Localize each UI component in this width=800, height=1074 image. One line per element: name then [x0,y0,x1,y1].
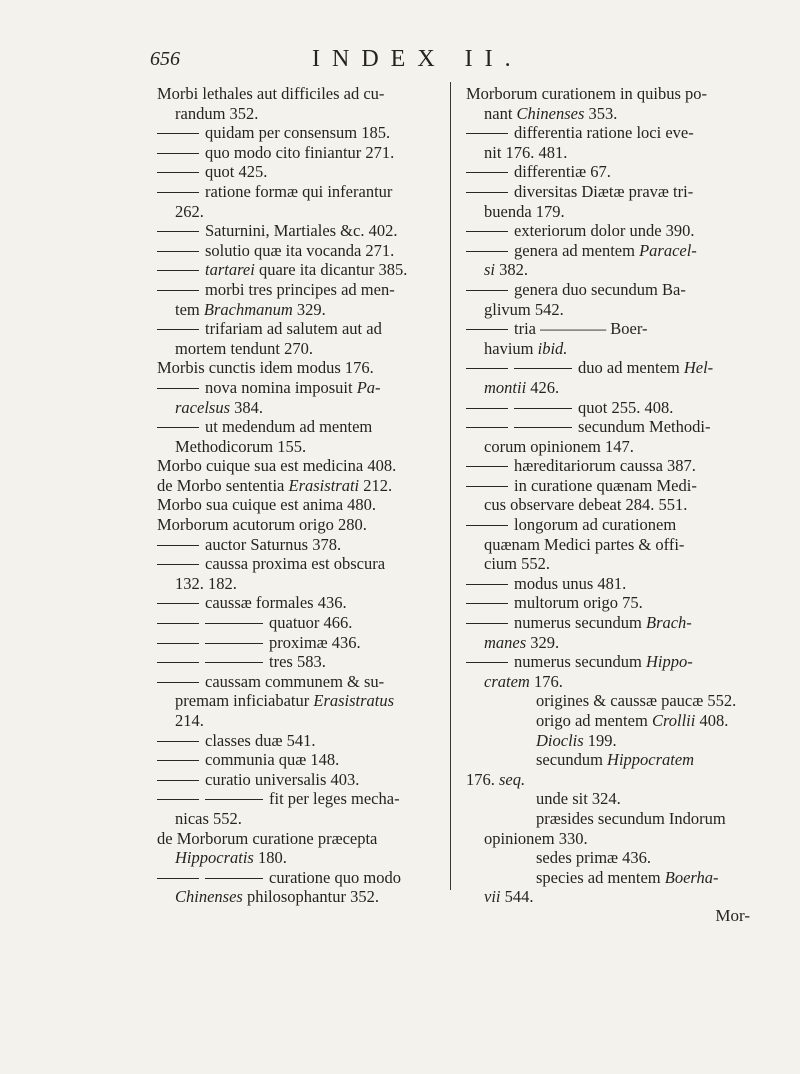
ditto-dash [466,427,508,428]
index-entry [466,868,740,888]
ditto-dash [157,133,199,134]
index-entry [466,456,740,476]
italic-name: Hel- [683,358,714,378]
entry-text: quot 255. 408. [578,397,674,417]
entry-text: randum 352. [175,103,259,123]
entry-text: quot 425. [205,162,268,182]
index-entry [466,398,740,418]
index-entry [157,554,447,574]
index-entry [466,691,740,711]
ditto-dash [157,878,199,879]
index-entry [466,417,740,437]
index-entry [157,456,447,476]
index-entry [157,633,447,653]
ditto-dash [157,564,199,565]
entry-text: genera duo secundum Ba- [514,279,686,299]
italic-name: Dioclis [536,730,584,750]
italic-name: ibid. [537,338,568,358]
entry-text: differentiæ 67. [514,162,611,182]
ditto-dash [157,780,199,781]
ditto-dash [514,368,572,369]
ditto-dash [157,603,199,604]
ditto-dash [205,662,263,663]
ditto-dash [466,192,508,193]
entry-text: numerus secundum [514,613,646,633]
entry-text: premam inficiabatur [175,691,314,711]
entry-text: buenda 179. [484,201,565,221]
ditto-dash [157,192,199,193]
entry-text: modus unus 481. [514,573,627,593]
column-divider [450,82,451,890]
entry-text: quidam per consensum 185. [205,123,391,143]
index-entry [157,162,447,182]
entry-text: Morbi lethales aut difficiles ad cu- [157,84,385,103]
entry-text: curatio universalis 403. [205,769,360,789]
ditto-dash [466,466,508,467]
ditto-dash [205,643,263,644]
ditto-dash [466,525,508,526]
index-entry [157,417,447,437]
index-entry [157,887,447,907]
italic-name: Crollii [651,711,696,730]
ditto-dash [205,878,263,879]
page-header [0,44,800,84]
right-index-column [466,84,740,907]
entry-text: Morborum acutorum origo 280. [157,515,367,535]
page-title: INDEX II. [312,46,523,72]
italic-name: Brach- [645,613,692,633]
entry-text: cium 552. [484,554,550,574]
ditto-dash [157,760,199,761]
catchword: Mor- [715,906,750,925]
index-entry [157,613,447,633]
entry-text: philosophantur 352. [242,887,379,907]
index-entry [466,672,740,692]
entry-text: auctor Saturnus 378. [205,534,342,554]
index-entry [466,221,740,241]
ditto-dash [157,388,199,389]
ditto-dash [157,270,199,271]
index-entry [466,848,740,868]
index-entry [466,633,740,653]
entry-text: havium [484,338,538,358]
index-entry [157,358,447,378]
entry-text: solutio quæ ita vocanda 271. [205,240,395,260]
entry-text: corum opinionem 147. [484,436,634,456]
index-entry [157,711,447,731]
italic-name: vii [484,887,501,907]
entry-text: glivum 542. [484,299,564,319]
index-entry [157,495,447,515]
index-entry [466,182,740,202]
entry-text: proximæ 436. [269,632,361,652]
entry-text: 180. [253,848,287,868]
index-entry [466,476,740,496]
entry-text: cus observare debeat 284. 551. [484,495,688,515]
index-entry [466,358,740,378]
index-entry [157,829,447,849]
index-entry [466,241,740,261]
entry-text: nova nomina imposuit [205,377,357,397]
entry-text: tres 583. [269,652,326,672]
index-entry [157,182,447,202]
entry-text: 132. 182. [175,573,237,593]
index-entry [157,770,447,790]
entry-text: unde sit 324. [536,789,621,809]
index-entry [466,104,740,124]
index-entry [466,495,740,515]
entry-text: differentia ratione loci eve- [514,123,694,143]
italic-name: Erasistrati [288,475,360,495]
ditto-dash [466,251,508,252]
entry-text: quænam Medici partes & offi- [484,534,685,554]
index-entry [157,104,447,124]
index-entry [466,300,740,320]
index-entry [466,731,740,751]
entry-text: numerus secundum [514,652,646,672]
index-entry [466,554,740,574]
index-entry [157,202,447,222]
index-entry [466,574,740,594]
entry-text: fit per leges mecha- [269,789,400,809]
ditto-dash [157,153,199,154]
ditto-dash [466,329,508,330]
ditto-dash [157,545,199,546]
italic-name: racelsus [175,397,230,417]
entry-text: tria ———— Boer- [514,319,648,339]
italic-name: Hippocratem [607,750,695,770]
entry-text: Methodicorum 155. [175,436,307,456]
ditto-dash [205,799,263,800]
entry-text: opinionem 330. [484,828,588,848]
index-entry [157,515,447,535]
index-entry [157,221,447,241]
entry-text: in curatione quænam Medi- [514,475,697,495]
index-entry [466,829,740,849]
ditto-dash [157,643,199,644]
index-entry [466,887,740,907]
index-entry [157,691,447,711]
italic-name: Brachmanum [203,299,293,319]
ditto-dash [466,133,508,134]
entry-text: sedes primæ 436. [536,848,652,868]
entry-text: 176. [529,671,563,691]
italic-name: Boerha- [664,867,719,887]
ditto-dash [514,427,572,428]
entry-text: origo ad mentem [536,711,652,730]
index-entry [157,123,447,143]
entry-text: 382. [495,260,529,280]
ditto-dash [466,623,508,624]
ditto-dash [157,172,199,173]
index-entry [466,202,740,222]
entry-text: de Morbo sententia [157,475,289,495]
entry-text: 176. [466,769,499,789]
italic-name: Chinenses [175,887,243,907]
ditto-dash [157,427,199,428]
entry-text: 353. [584,103,618,123]
entry-text: origines & caussæ paucæ 552. [536,691,737,711]
entry-text: Morbo cuique sua est medicina 408. [157,456,397,476]
ditto-dash [157,329,199,330]
entry-text: secundum [536,750,608,770]
entry-text: nicas 552. [175,808,242,828]
ditto-dash [157,231,199,232]
entry-text: 329. [526,632,560,652]
index-entry [466,437,740,457]
entry-text: Morbis cunctis idem modus 176. [157,358,374,378]
index-entry [157,672,447,692]
entry-text: trifariam ad salutem aut ad [205,319,382,339]
entry-text: 199. [583,730,617,750]
ditto-dash [466,231,508,232]
ditto-dash [466,172,508,173]
entry-text: 212. [359,475,393,495]
italic-name: seq. [499,769,526,789]
ditto-dash [205,623,263,624]
index-entry [466,162,740,182]
ditto-dash [157,662,199,663]
entry-text: quo modo cito finiantur 271. [205,142,395,162]
index-entry [157,319,447,339]
index-entry [157,260,447,280]
index-entry [466,339,740,359]
italic-name: Hippo- [645,652,693,672]
index-entry [466,613,740,633]
index-entry [157,789,447,809]
entry-text: mortem tendunt 270. [175,338,313,358]
index-entry [466,750,740,770]
italic-name: montii [484,377,527,397]
entry-text: nant [484,103,517,123]
index-entry [157,652,447,672]
index-entry [157,574,447,594]
entry-text: nit 176. 481. [484,142,568,162]
entry-text: Saturnini, Martiales &c. 402. [205,221,398,241]
entry-text: diversitas Diætæ pravæ tri- [514,181,694,201]
index-entry [466,378,740,398]
index-entry [466,770,740,790]
italic-name: Paracel- [639,240,697,260]
index-entry [157,339,447,359]
entry-text: de Morborum curatione præcepta [157,828,378,848]
entry-text: curatione quo modo [269,867,401,887]
ditto-dash [157,251,199,252]
italic-name: tartarei [205,260,255,280]
entry-text: duo ad mentem [578,358,684,378]
entry-text: 262. [175,201,204,221]
index-entry [157,750,447,770]
index-entry [157,868,447,888]
entry-text: 544. [500,887,534,907]
entry-text: classes duæ 541. [205,730,316,750]
left-index-column [157,84,447,907]
index-entry [466,593,740,613]
index-entry [157,437,447,457]
index-entry [466,280,740,300]
entry-text: genera ad mentem [514,240,640,260]
index-entry [466,319,740,339]
entry-text: tem [175,299,204,319]
italic-name: manes [484,632,527,652]
ditto-dash [157,682,199,683]
italic-name: Pa- [356,377,381,397]
italic-name: cratem [484,671,530,691]
ditto-dash [466,486,508,487]
ditto-dash [157,290,199,291]
italic-name: si [484,260,496,280]
index-entry [157,593,447,613]
ditto-dash [466,662,508,663]
entry-text: ratione formæ qui inferantur [205,181,393,201]
entry-text: quare ita dicantur 385. [254,260,408,280]
entry-text: multorum origo 75. [514,593,643,613]
index-entry [466,789,740,809]
ditto-dash [514,408,572,409]
italic-name: Hippocratis [175,848,254,868]
entry-text: 408. [695,711,729,730]
index-entry [157,143,447,163]
entry-text: secundum Methodi- [578,417,711,437]
index-entry [466,515,740,535]
entry-text: exteriorum dolor unde 390. [514,221,695,241]
ditto-dash [157,799,199,800]
index-entry [157,809,447,829]
index-entry [466,260,740,280]
ditto-dash [466,584,508,585]
entry-text: 214. [175,711,204,730]
index-entry [157,280,447,300]
italic-name: Chinenses [516,103,585,123]
entry-text: communia quæ 148. [205,750,340,770]
entry-text: 426. [526,377,560,397]
index-entry [157,378,447,398]
page-number: 656 [150,48,180,70]
index-entry [157,241,447,261]
index-entry [466,143,740,163]
index-entry [157,848,447,868]
index-entry [466,123,740,143]
index-entry [466,535,740,555]
index-entry [466,711,740,731]
italic-name: Erasistratus [313,691,395,711]
index-entry [157,731,447,751]
index-entry [466,652,740,672]
entry-text: species ad mentem [536,867,665,887]
entry-text: ut medendum ad mentem [205,417,373,437]
ditto-dash [466,290,508,291]
entry-text: 384. [230,397,263,417]
index-entry [157,398,447,418]
index-entry [466,809,740,829]
entry-text: caussam communem & su- [205,671,385,691]
index-entry [157,476,447,496]
index-entry [466,84,740,104]
index-entry [157,300,447,320]
index-entry [157,84,447,104]
ditto-dash [157,741,199,742]
entry-text: Morbo sua cuique est anima 480. [157,495,377,515]
entry-text: caussæ formales 436. [205,593,347,613]
ditto-dash [466,408,508,409]
ditto-dash [157,623,199,624]
entry-text: præsides secundum Indorum [536,808,726,828]
entry-text: hæreditariorum caussa 387. [514,456,696,476]
entry-text: quatuor 466. [269,613,353,633]
ditto-dash [466,368,508,369]
entry-text: longorum ad curationem [514,515,677,535]
index-entry [157,535,447,555]
entry-text: caussa proxima est obscura [205,554,386,574]
ditto-dash [466,603,508,604]
entry-text: Morborum curationem in quibus po- [466,84,708,103]
entry-text: morbi tres principes ad men- [205,279,395,299]
entry-text: 329. [292,299,326,319]
